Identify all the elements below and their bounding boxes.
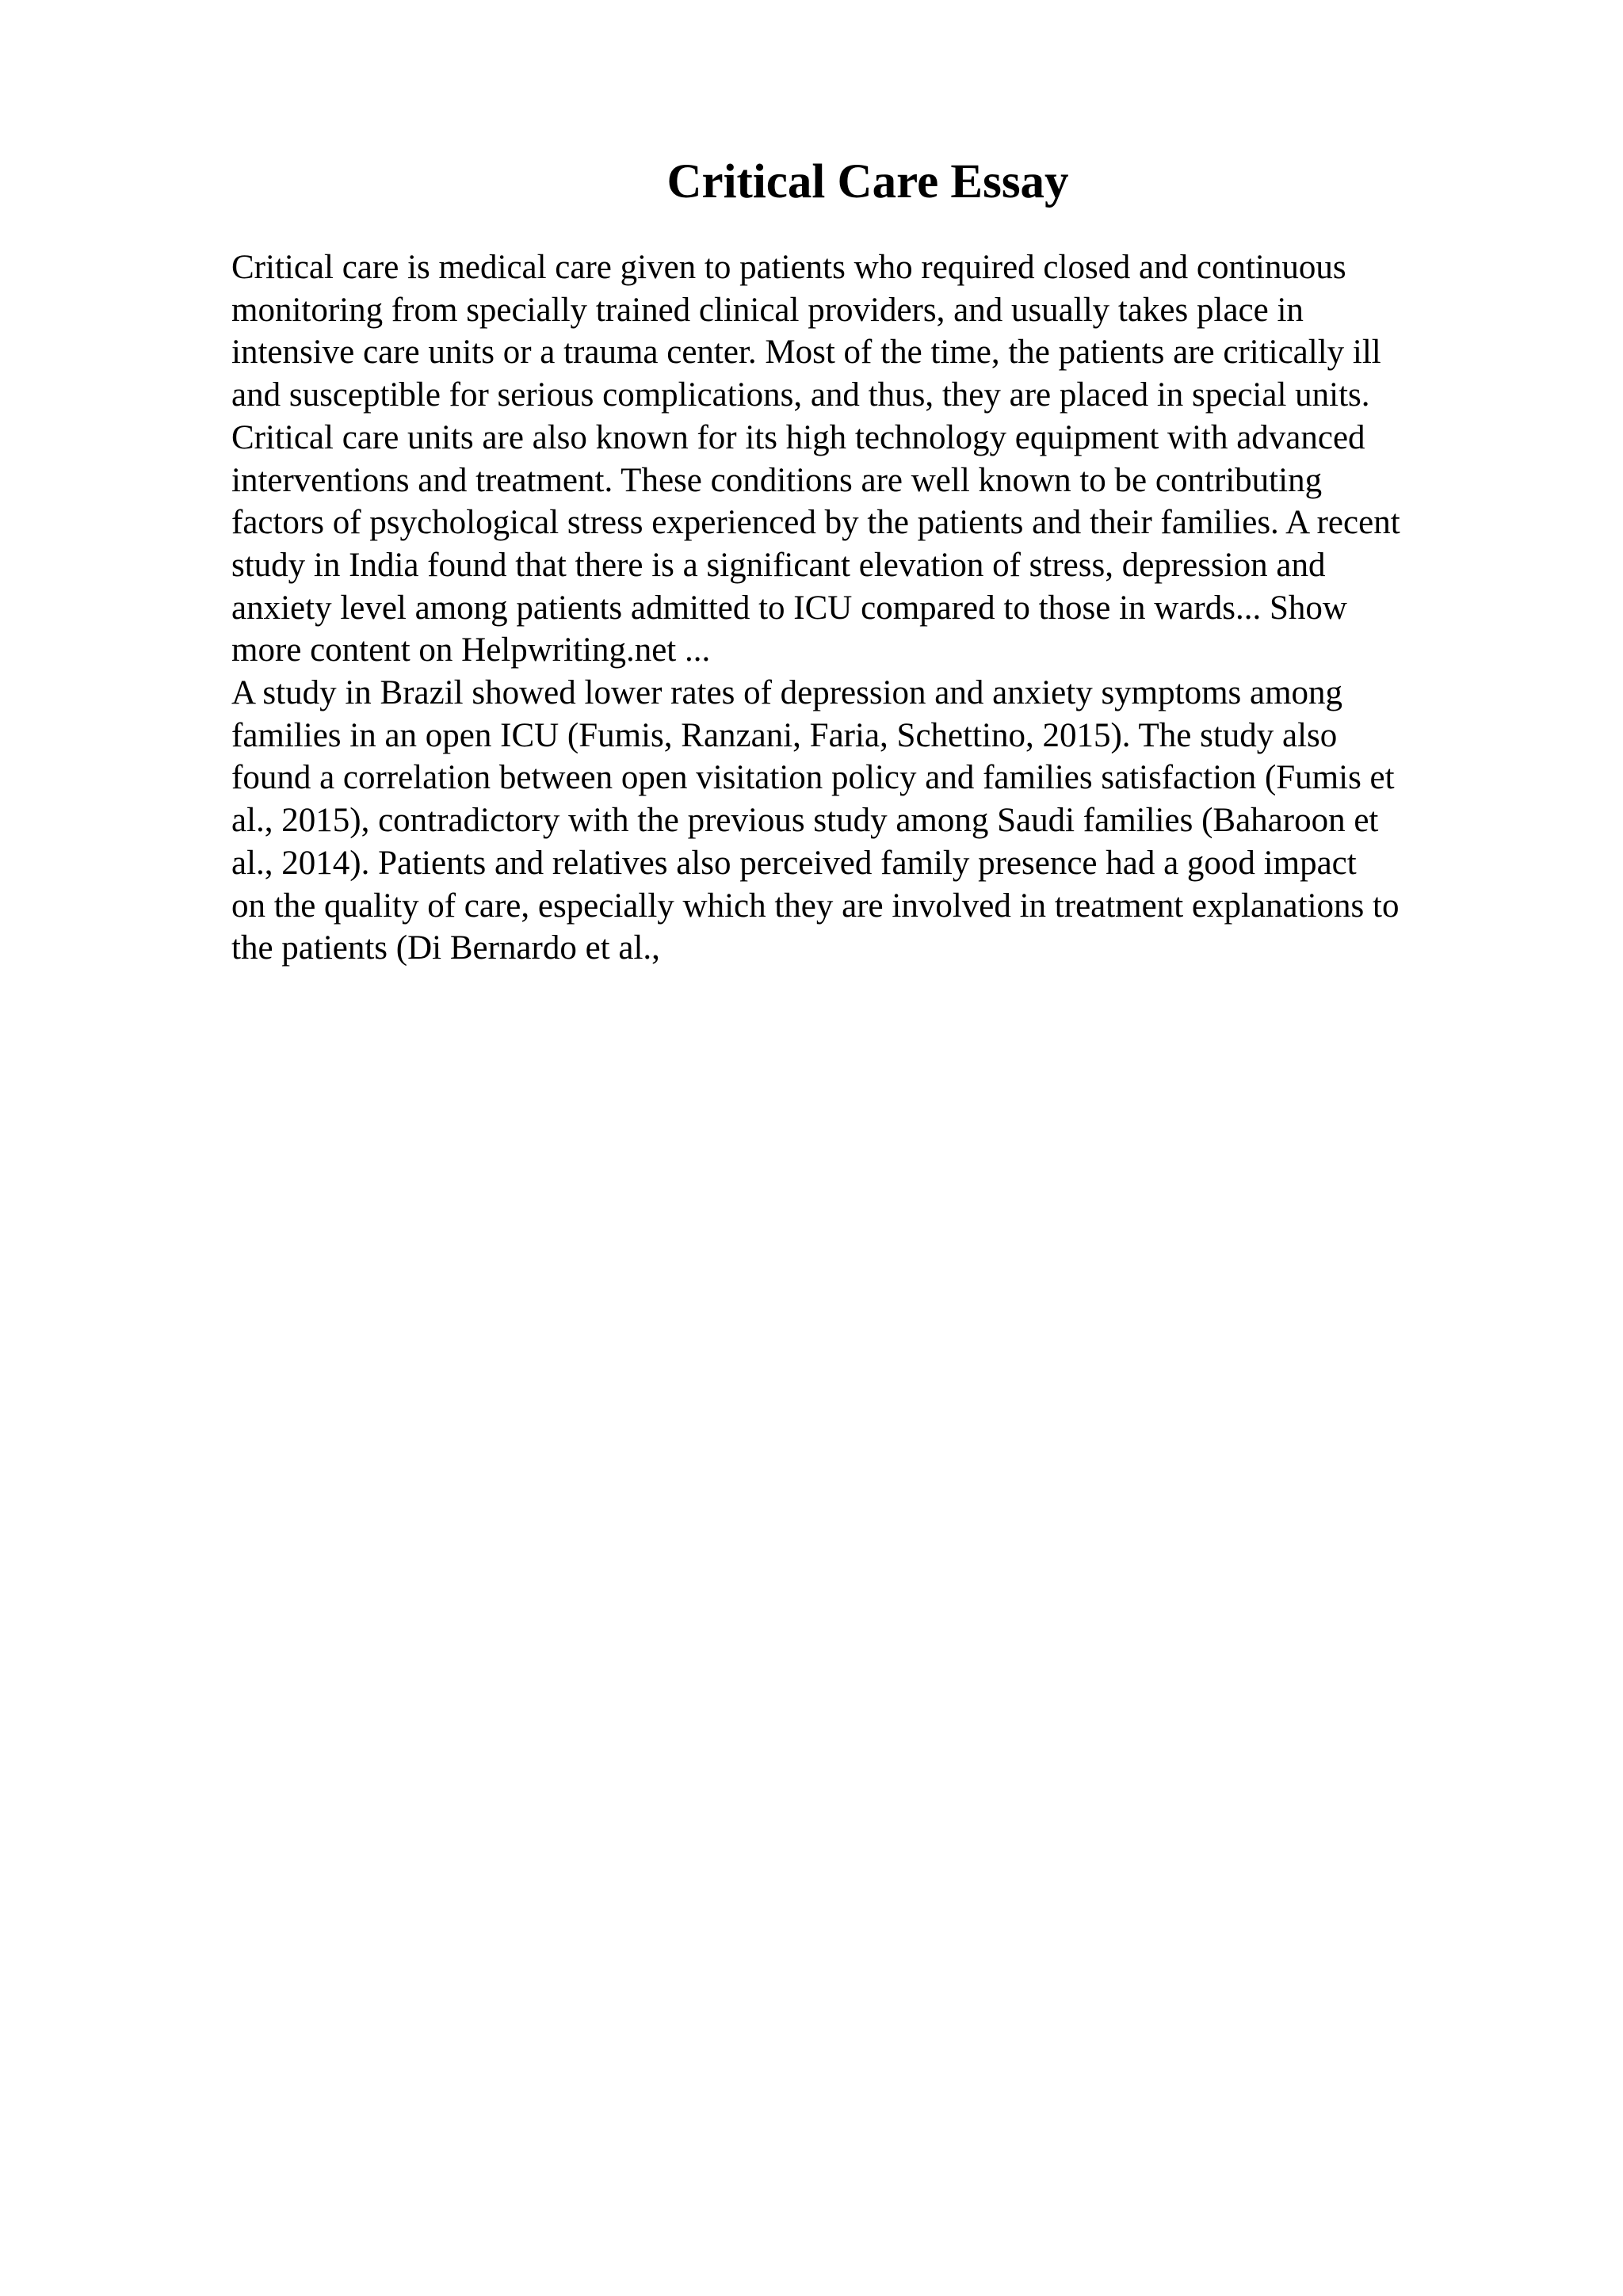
body-line: factors of psychological stress experienced by the patients and their families. A recent — [231, 504, 1400, 542]
body-line: families in an open ICU (Fumis, Ranzani, Faria, Schettino, 2015). The study also — [231, 716, 1338, 754]
body-line: and susceptible for serious complications, and thus, they are placed in special units. — [231, 376, 1370, 414]
body-line: al., 2014). Patients and relatives also perceived family presence had a good impact — [231, 844, 1357, 882]
body-line: on the quality of care, especially which they are involved in treatment explanations to — [231, 887, 1400, 925]
body-line: interventions and treatment. These conditions are well known to be contributing — [231, 461, 1323, 499]
body-line: al., 2015), contradictory with the previous study among Saudi families (Baharoon et — [231, 802, 1379, 840]
body-line: Critical care is medical care given to patients who required closed and continuous — [231, 249, 1346, 286]
body-line: the patients (Di Bernardo et al., — [231, 929, 660, 967]
document-title: Critical Care Essay — [666, 155, 1069, 208]
body-line: Critical care units are also known for its high technology equipment with advanced — [231, 418, 1365, 456]
body-line: A study in Brazil showed lower rates of depression and anxiety symptoms among — [231, 674, 1343, 712]
body-line: more content on Helpwriting.net ... — [231, 631, 711, 669]
body-line: intensive care units or a trauma center. Most of the time, the patients are critically ill — [231, 334, 1381, 372]
body-line: monitoring from specially trained clinical providers, and usually takes place in — [231, 291, 1304, 329]
body-line: anxiety level among patients admitted to ICU compared to those in wards... Show — [231, 589, 1347, 627]
body-line: found a correlation between open visitation policy and families satisfaction (Fumis et — [231, 759, 1395, 797]
body-line: study in India found that there is a significant elevation of stress, depression and — [231, 546, 1326, 584]
document-body — [231, 246, 1547, 970]
